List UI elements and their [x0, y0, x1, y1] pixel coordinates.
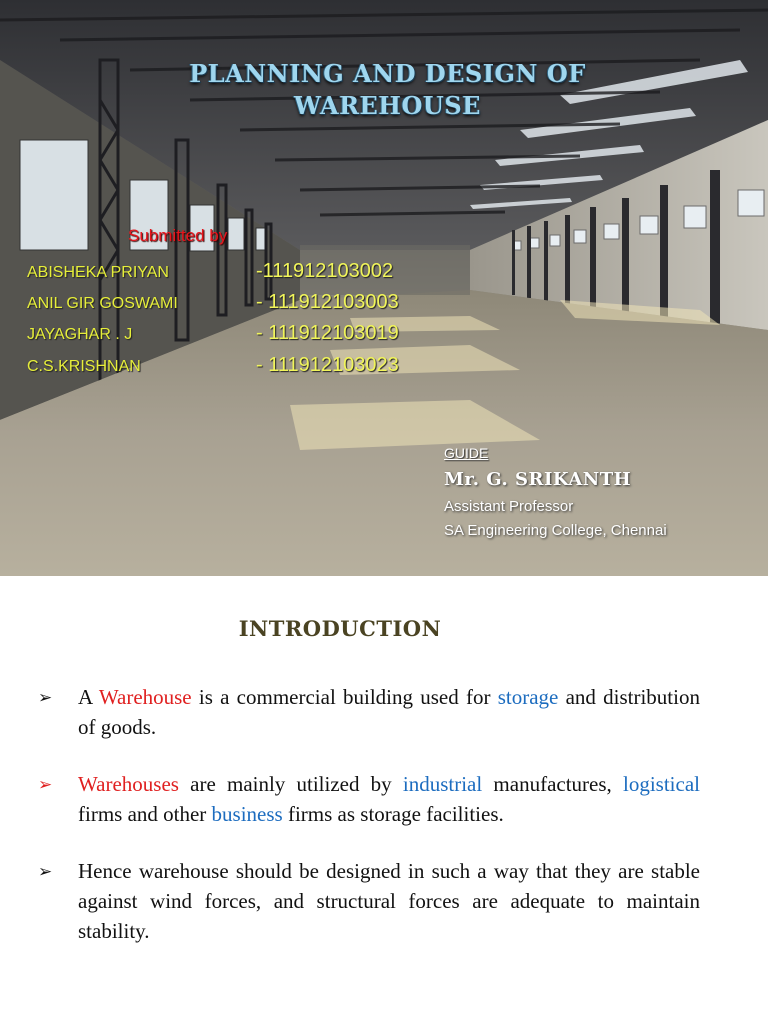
- arrow-bullet-icon: ➢: [38, 688, 53, 708]
- guide-designation: Assistant Professor: [444, 498, 574, 515]
- bullet-item: [78, 682, 700, 742]
- bullet-item: [78, 856, 700, 946]
- member-id: -111912103002: [256, 260, 394, 282]
- bullet-text: Hence warehouse should be designed in such a way that they are stable against wind forces, and structural forces are adequate to maintain stability.: [78, 859, 700, 943]
- bullet-text: are mainly utilized by: [178, 772, 403, 796]
- highlight-term: storage: [497, 685, 559, 709]
- member-name: C.S.KRISHNAN: [27, 358, 141, 375]
- bullet-text: manufactures,: [482, 772, 623, 796]
- bullet-text: firms and other: [78, 802, 212, 826]
- title-line-1: PLANNING AND DESIGN OF: [189, 59, 586, 88]
- guide-college: SA Engineering College, Chennai: [444, 522, 667, 539]
- title-line-2: WAREHOUSE: [294, 91, 481, 120]
- member-id: - 111912103003: [256, 291, 399, 313]
- intro-heading: INTRODUCTION: [238, 616, 442, 641]
- introduction-slide: [0, 576, 768, 1024]
- highlight-term: Warehouses: [78, 772, 179, 796]
- highlight-term: Warehouse: [98, 685, 192, 709]
- arrow-bullet-icon: ➢: [38, 775, 53, 795]
- bullet-text: A: [78, 685, 99, 709]
- guide-label: GUIDE: [444, 445, 489, 461]
- bullet-item: [78, 769, 700, 829]
- highlight-term: industrial: [402, 772, 483, 796]
- guide-name: Mr. G. SRIKANTH: [444, 469, 632, 490]
- highlight-term: business: [211, 802, 283, 826]
- highlight-term: logistical: [622, 772, 700, 796]
- bullet-text: firms as storage facilities.: [282, 802, 504, 826]
- submitted-by-label: Submitted by: [128, 226, 228, 245]
- arrow-bullet-icon: ➢: [38, 862, 53, 882]
- member-name: JAYAGHAR . J: [27, 326, 133, 343]
- member-name: ABISHEKA PRIYAN: [27, 264, 169, 281]
- slide-title: [150, 58, 625, 122]
- member-id: - 111912103019: [256, 322, 399, 344]
- member-id: - 111912103023: [256, 354, 399, 376]
- bullet-text: and distribution of goods.: [78, 685, 700, 739]
- member-name: ANIL GIR GOSWAMI: [27, 295, 178, 312]
- bullet-text: is a commercial building used for: [191, 685, 498, 709]
